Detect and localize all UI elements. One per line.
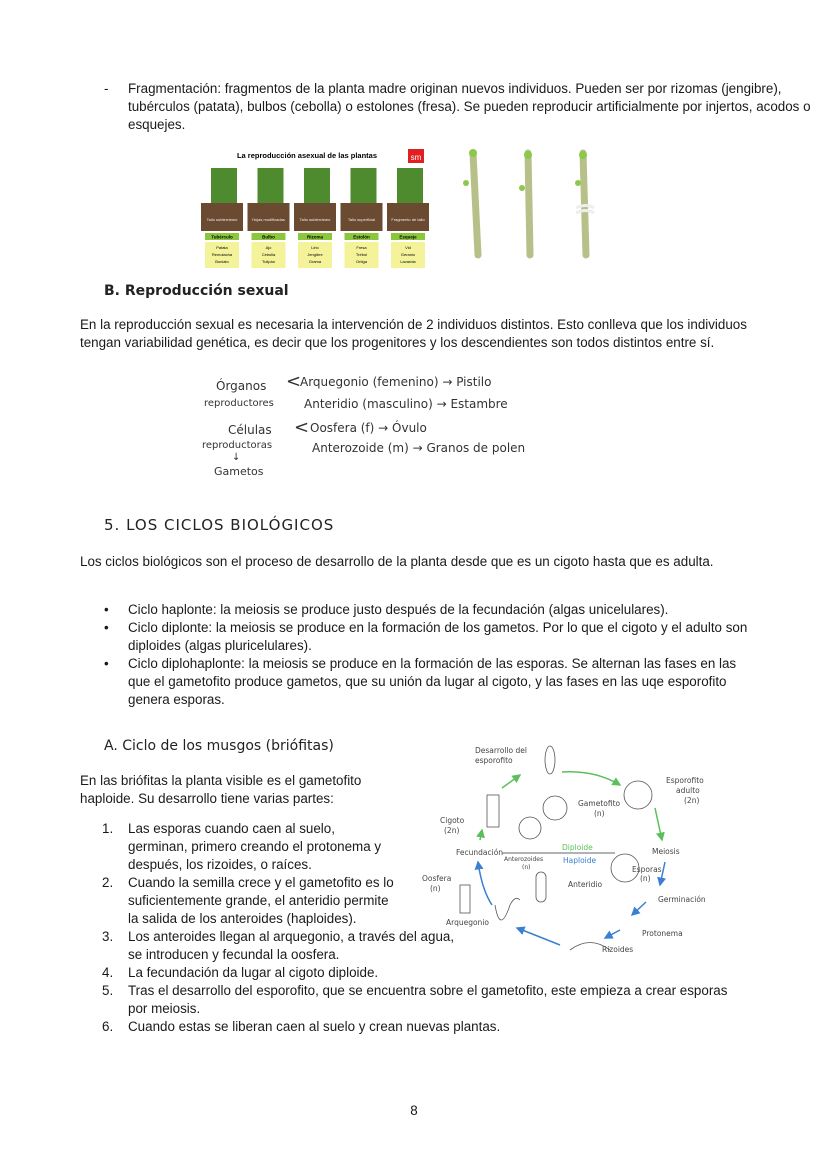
label-cigoto: Cigoto bbox=[440, 816, 465, 825]
list-item bbox=[80, 820, 398, 874]
plant-illustration bbox=[351, 168, 377, 203]
arquegonio-line: Arquegonio (femenino) → Pistilo bbox=[300, 375, 492, 389]
label-meiosis: Meiosis bbox=[652, 847, 680, 856]
esqueje-stems-image bbox=[458, 143, 608, 263]
soil-label: Fragmento de tallo bbox=[391, 217, 425, 222]
label-desarrollo: Desarrollo del bbox=[475, 746, 527, 755]
example-label: Tulipán bbox=[262, 259, 275, 264]
down-arrow-icon: ↓ bbox=[232, 452, 241, 463]
sexual-heading: B. Reproducción sexual bbox=[104, 283, 289, 299]
moss-cycle-diagram bbox=[420, 740, 750, 960]
label-n: (n) bbox=[430, 884, 441, 893]
plant-illustration bbox=[304, 168, 330, 203]
bullet: • bbox=[104, 656, 109, 671]
label-anteridio: Anteridio bbox=[568, 880, 603, 889]
item-text: Ciclo haplonte: la meiosis se produce justo después de la fecundación (algas unicelulares). bbox=[128, 602, 669, 617]
plant-illustration bbox=[397, 168, 423, 203]
example-label: Vid bbox=[405, 245, 411, 250]
musgos-heading: A. Ciclo de los musgos (briófitas) bbox=[104, 738, 334, 754]
example-label: Cebolla bbox=[261, 252, 276, 257]
label-rizoides: Rizoides bbox=[602, 945, 634, 954]
example-label: Jengibre bbox=[307, 252, 323, 257]
list-item bbox=[80, 601, 750, 619]
item-text: Ciclo diplohaplonte: la meiosis se produce en la formación de las esporas. Se alternan las fases en las que el gametofito produce gametos, que su unión da lugar al cigoto, y las fases en las uqe esporofito genera esporas. bbox=[128, 656, 737, 707]
item-text: Ciclo diplonte: la meiosis se produce en la formación de los gametos. Por lo que el cigoto y el adulto son diploides (algas pluricelulares). bbox=[128, 620, 748, 653]
type-label: Esqueje bbox=[399, 234, 417, 240]
example-label: Lavanda bbox=[400, 259, 416, 264]
list-item bbox=[80, 982, 750, 1018]
soil-label: Tallo subterráneo bbox=[206, 217, 238, 222]
type-label: Rizoma bbox=[306, 234, 324, 240]
musgos-paragraph: En las briófitas la planta visible es el gametofito haploide. Su desarrollo tiene varias partes: bbox=[80, 773, 362, 806]
type-label: Tubérculo bbox=[211, 234, 233, 240]
label-germinacion: Germinación bbox=[658, 895, 706, 904]
logo-text: sm bbox=[410, 153, 422, 162]
item-text: Cuando la semilla crece y el gametofito es lo suficientemente grande, el anteridio permite la salida de los anteroides (haploides). bbox=[128, 875, 394, 926]
example-label: Fresa bbox=[356, 245, 367, 250]
number: 2. bbox=[102, 875, 114, 890]
label-arquegonio: Arquegonio bbox=[446, 918, 489, 927]
label-protonema: Protonema bbox=[642, 929, 683, 938]
list-item bbox=[80, 1018, 750, 1036]
number: 5. bbox=[102, 983, 114, 998]
reproductoras-label: reproductoras bbox=[202, 440, 273, 451]
item-text: Las esporas cuando caen al suelo, germinan, primero creando el protonema y después, los rizoides, o raíces. bbox=[128, 821, 382, 872]
celulas-label: Células bbox=[228, 423, 272, 437]
example-label: Grama bbox=[308, 259, 322, 264]
ciclos-paragraph: Los ciclos biológicos son el proceso de desarrollo de la planta desde que es un cigoto hasta que es adulta. bbox=[80, 554, 714, 569]
fragmentacion-text: Fragmentación: fragmentos de la planta madre originan nuevos individuos. Pueden ser por rizomas (jengibre), tubérculos (patata), bulbos (cebolla) o estolones (fresa). Se pueden reproducir artificialmente por injertos, acodos o esquejes. bbox=[128, 81, 811, 132]
dash-marker: - bbox=[104, 81, 109, 96]
example-label: Geranio bbox=[400, 252, 416, 257]
handwritten-note bbox=[190, 373, 570, 483]
list-item bbox=[80, 928, 468, 964]
item-text: Tras el desarrollo del esporofito, que se encuentra sobre el gametofito, este empieza a crear esporas por meiosis. bbox=[128, 983, 728, 1016]
example-label: Ajo bbox=[265, 245, 272, 250]
label-gametofito: Gametofito bbox=[578, 799, 621, 808]
list-item bbox=[80, 619, 750, 655]
label-adulto: adulto bbox=[676, 786, 700, 795]
example-label: Trébol bbox=[355, 252, 368, 257]
label-esporofito-adulto: Esporofito bbox=[666, 776, 704, 785]
label-n: (n) bbox=[522, 864, 531, 871]
label-n: (n) bbox=[594, 809, 605, 818]
item-text: La fecundación da lugar al cigoto diploide. bbox=[128, 965, 379, 980]
soil-label: Hojas modificadas bbox=[252, 217, 285, 222]
organos-label: Órganos bbox=[216, 379, 267, 393]
example-label: Ortiga bbox=[356, 259, 367, 264]
item-text: Cuando estas se liberan caen al suelo y crean nuevas plantas. bbox=[128, 1019, 501, 1034]
bullet: • bbox=[104, 602, 109, 617]
anteridio-line: Anteridio (masculino) → Estambre bbox=[304, 397, 508, 411]
asexual-reproduction-image bbox=[195, 143, 435, 270]
example-label: Boniato bbox=[215, 259, 229, 264]
gametos-label: Gametos bbox=[214, 465, 264, 478]
sexual-paragraph: En la reproducción sexual es necesaria la intervención de 2 individuos distintos. Esto conlleva que los individuos tengan variabilidad genética, es decir que los progenitores y los descendientes son todos distintos entre sí. bbox=[80, 317, 747, 350]
image-title: La reproducción asexual de las plantas bbox=[236, 151, 378, 160]
list-item bbox=[80, 655, 750, 709]
ciclos-list bbox=[80, 601, 750, 709]
reproductores-label: reproductores bbox=[204, 398, 274, 409]
label-oosfera: Oosfera bbox=[422, 874, 452, 883]
number: 4. bbox=[102, 965, 114, 980]
list-item bbox=[80, 874, 398, 928]
label-esporas: Esporas bbox=[632, 865, 662, 874]
label-2n: (2n) bbox=[684, 796, 700, 805]
brace-icon: < bbox=[294, 417, 310, 438]
brace-icon: < bbox=[286, 371, 302, 392]
label-esporofito: esporofito bbox=[475, 756, 513, 765]
number: 1. bbox=[102, 821, 114, 836]
fragmentacion-item bbox=[80, 80, 818, 134]
label-haploide: Haploide bbox=[563, 856, 597, 865]
number: 3. bbox=[102, 929, 114, 944]
type-label: Bulbo bbox=[262, 234, 275, 240]
item-text: Los anteroides llegan al arquegonio, a través del agua, se introducen y fecundal la oosfera. bbox=[128, 929, 455, 962]
type-label: Estolón bbox=[353, 234, 370, 240]
label-anterozoides: Anterozoides bbox=[504, 856, 544, 863]
bullet: • bbox=[104, 620, 109, 635]
example-label: Remolacha bbox=[211, 252, 233, 257]
number: 6. bbox=[102, 1019, 114, 1034]
oosfera-line: Oosfera (f) → Óvulo bbox=[310, 421, 427, 435]
page-number: 8 bbox=[410, 1103, 418, 1118]
example-label: Patata bbox=[216, 245, 228, 250]
soil-label: Tallo superficial bbox=[347, 217, 376, 222]
anterozoide-line: Anterozoide (m) → Granos de polen bbox=[312, 441, 526, 455]
label-n: (n) bbox=[640, 874, 651, 883]
soil-label: Tallo subterráneo bbox=[299, 217, 331, 222]
label-diploide: Diploide bbox=[562, 843, 593, 852]
plant-illustration bbox=[258, 168, 284, 203]
example-label: Lirio bbox=[311, 245, 319, 250]
ciclos-heading: 5. LOS CICLOS BIOLÓGICOS bbox=[104, 516, 335, 534]
label-2n: (2n) bbox=[444, 826, 460, 835]
plant-illustration bbox=[211, 168, 237, 203]
label-fecundacion: Fecundación bbox=[456, 848, 504, 857]
list-item bbox=[80, 964, 750, 982]
